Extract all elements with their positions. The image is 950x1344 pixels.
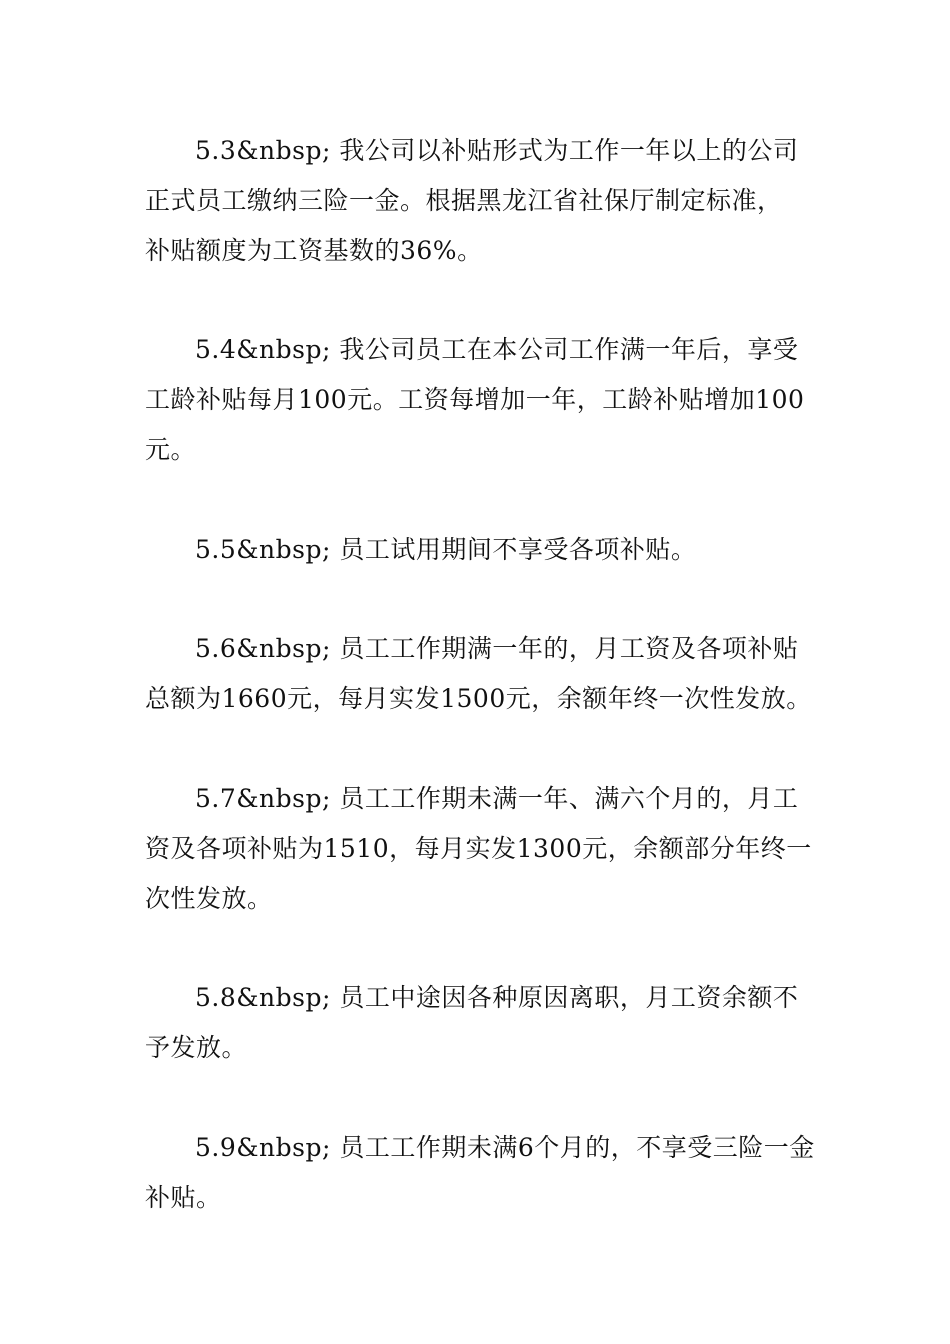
paragraph-line: 工龄补贴每月100元。工资每增加一年，工龄补贴增加100 [145,385,805,414]
paragraph-line: 5.7&nbsp; 员工工作期未满一年、满六个月的，月工 [195,784,799,813]
paragraph-5-7 [145,774,810,924]
paragraph-line: 5.6&nbsp; 员工工作期满一年的，月工资及各项补贴 [195,634,799,663]
paragraph-line: 补贴。 [145,1183,222,1212]
paragraph-line: 5.9&nbsp; 员工工作期未满6个月的，不享受三险一金 [195,1133,815,1162]
paragraph-5-5 [145,525,810,575]
paragraph-line: 资及各项补贴为1510，每月实发1300元，余额部分年终一 [145,834,812,863]
paragraph-line: 5.3&nbsp; 我公司以补贴形式为工作一年以上的公司 [195,136,799,165]
paragraph-line: 元。 [145,435,197,464]
paragraph-5-9 [145,1123,815,1223]
paragraph-line: 5.4&nbsp; 我公司员工在本公司工作满一年后，享受 [195,335,799,364]
paragraph-line: 5.8&nbsp; 员工中途因各种原因离职，月工资余额不 [195,983,799,1012]
paragraph-line: 5.5&nbsp; 员工试用期间不享受各项补贴。 [195,535,697,564]
paragraph-5-8 [145,973,810,1073]
paragraph-line: 补贴额度为工资基数的36%。 [145,236,483,265]
paragraph-line: 予发放。 [145,1033,248,1062]
paragraph-5-6 [145,624,810,724]
paragraph-line: 次性发放。 [145,884,273,913]
paragraph-line: 正式员工缴纳三险一金。根据黑龙江省社保厅制定标准， [145,186,783,215]
paragraph-line: 总额为1660元，每月实发1500元，余额年终一次性发放。 [145,684,812,713]
paragraph-5-4 [145,325,810,475]
paragraph-5-3 [145,126,810,276]
